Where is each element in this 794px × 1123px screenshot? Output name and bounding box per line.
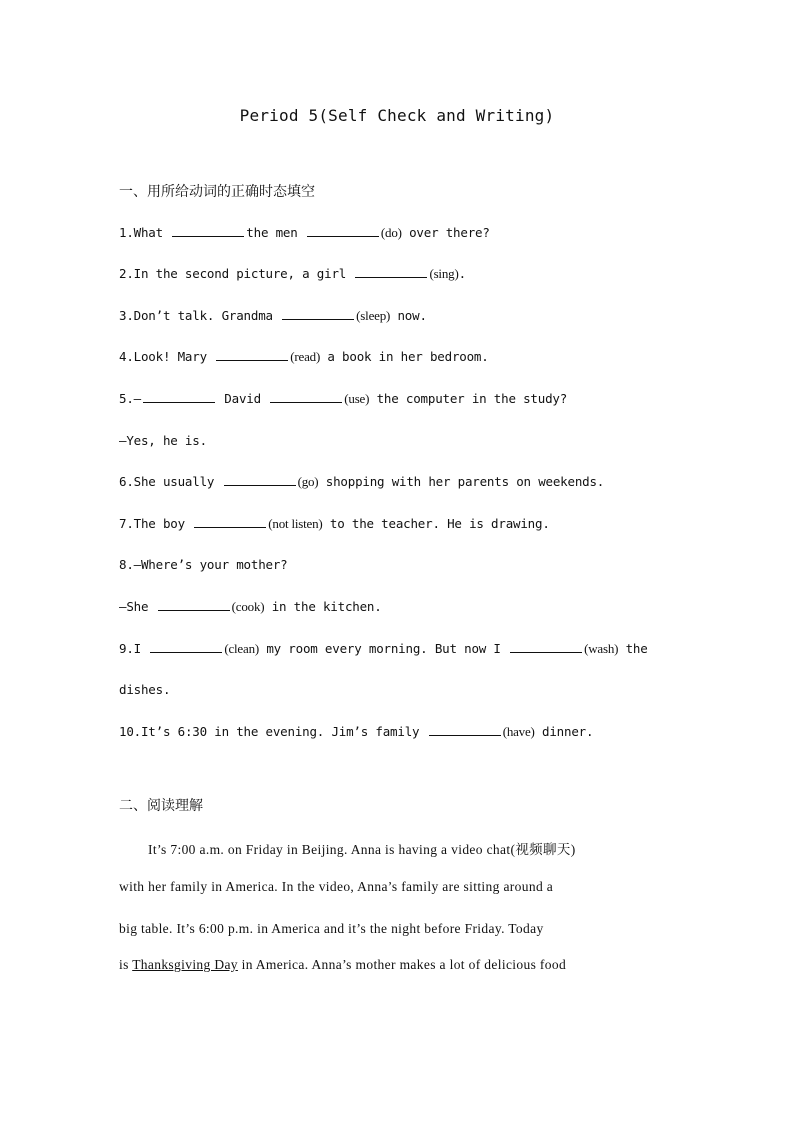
- question-5-response: —Yes, he is.: [119, 433, 207, 448]
- question-2: 2.In the second picture, a girl (sing).: [119, 266, 466, 281]
- question-6: 6.She usually (go) shopping with her parents on weekends.: [119, 474, 605, 489]
- page-title: Period 5(Self Check and Writing): [239, 106, 555, 125]
- answer-blank-2[interactable]: [355, 266, 427, 278]
- question-3: 3.Don’t talk. Grandma (sleep) now.: [119, 308, 427, 323]
- reading-line-3: big table. It’s 6:00 p.m. in America and it’s the night before Friday. Today: [119, 921, 544, 936]
- answer-blank-7[interactable]: [194, 516, 266, 528]
- answer-blank-3[interactable]: [282, 308, 354, 320]
- question-1: 1.What the men (do) over there?: [119, 225, 490, 240]
- answer-blank-1b[interactable]: [307, 225, 379, 237]
- answer-blank-9a[interactable]: [150, 641, 222, 653]
- question-10: 10.It’s 6:30 in the evening. Jim’s family (have) dinner.: [119, 724, 594, 739]
- answer-blank-5a[interactable]: [143, 391, 215, 403]
- question-9: 9.I (clean) my room every morning. But now I (wash) the: [119, 641, 648, 656]
- section-heading-fill-in: 一、用所给动词的正确时态填空: [119, 184, 315, 200]
- question-4: 4.Look! Mary (read) a book in her bedroom.: [119, 349, 489, 364]
- underlined-phrase: Thanksgiving Day: [132, 957, 238, 972]
- answer-blank-8[interactable]: [158, 599, 230, 611]
- reading-line-1: It’s 7:00 a.m. on Friday in Beijing. Anna is having a video chat(视频聊天): [148, 842, 576, 857]
- question-7: 7.The boy (not listen) to the teacher. He is drawing.: [119, 516, 550, 531]
- answer-blank-6[interactable]: [224, 474, 296, 486]
- question-9-continued: dishes.: [119, 682, 171, 697]
- question-8: 8.—Where’s your mother?: [119, 557, 288, 572]
- question-8-response: —She (cook) in the kitchen.: [119, 599, 382, 614]
- reading-line-2: with her family in America. In the video, Anna’s family are sitting around a: [119, 879, 554, 894]
- answer-blank-9b[interactable]: [510, 641, 582, 653]
- section-heading-reading: 二、阅读理解: [119, 798, 203, 814]
- answer-blank-1a[interactable]: [172, 225, 244, 237]
- question-5: 5.— David (use) the computer in the study?: [119, 391, 568, 406]
- reading-line-4: is Thanksgiving Day in America. Anna’s mother makes a lot of delicious food: [119, 957, 567, 972]
- answer-blank-10[interactable]: [429, 724, 501, 736]
- answer-blank-4[interactable]: [216, 349, 288, 361]
- answer-blank-5b[interactable]: [270, 391, 342, 403]
